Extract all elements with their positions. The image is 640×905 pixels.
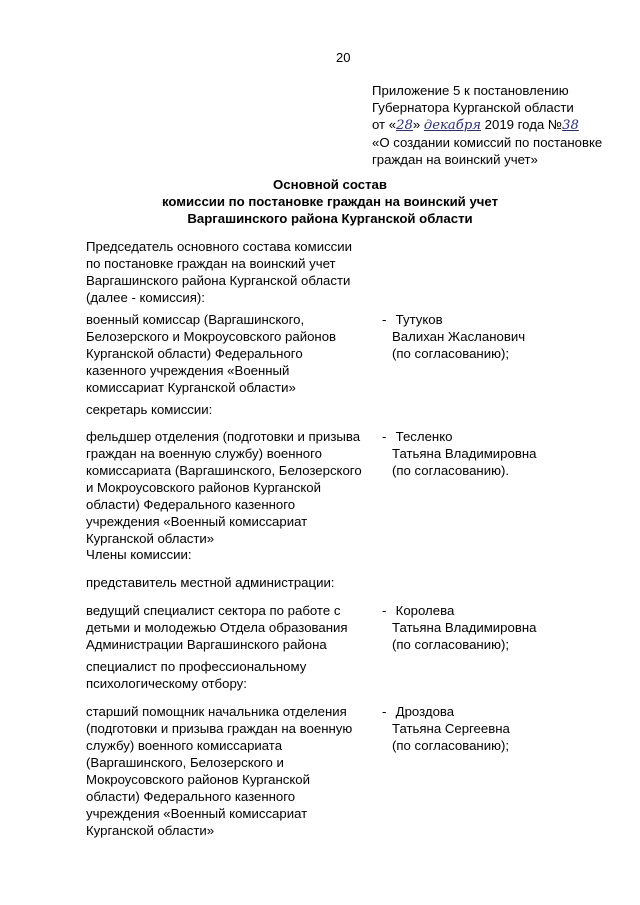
position-line: комиссариата (Варгашинского, Белозерского: [86, 463, 362, 478]
position-line: фельдшер отделения (подготовки и призыва: [86, 429, 361, 444]
dash-marker: -: [382, 429, 387, 444]
member-position: [86, 602, 376, 653]
position-line: Варгашинского района Курганской области: [86, 273, 351, 288]
position-line: секретарь комиссии:: [86, 402, 213, 417]
date-mid: »: [412, 117, 424, 132]
dash-marker: -: [382, 704, 387, 719]
surname-text: Дроздова: [392, 704, 455, 719]
position-line: по постановке граждан на воинский учет: [86, 256, 336, 271]
member-position: [86, 546, 376, 563]
position-line: учреждения «Военный комиссариат: [86, 514, 308, 529]
position-line: службу) военного комиссариата: [86, 738, 283, 753]
position-line: Курганской области) Федерального: [86, 346, 303, 361]
member-row: [86, 546, 586, 563]
member-note: (по согласованию).: [392, 463, 510, 478]
member-given-names: Валихан Жасланович: [392, 329, 526, 344]
date-year: 2019 года №: [481, 117, 563, 132]
position-line: Члены комиссии:: [86, 547, 192, 562]
member-surname: [382, 428, 582, 445]
position-line: (далее - комиссия):: [86, 290, 205, 305]
member-position: [86, 311, 376, 396]
dash-marker: -: [382, 312, 387, 327]
member-position: [86, 401, 376, 418]
position-line: Курганской области»: [86, 531, 215, 546]
document-number-handwritten: 38: [562, 118, 579, 133]
appendix-header: [372, 82, 602, 168]
member-row: [86, 311, 586, 396]
position-line: граждан на военную службу) военного: [86, 446, 322, 461]
member-note: (по согласованию);: [392, 637, 510, 652]
position-line: Белозерского и Мокроусовского районов: [86, 329, 337, 344]
position-line: представитель местной администрации:: [86, 575, 335, 590]
member-row: [86, 658, 586, 692]
position-line: (Варгашинского, Белозерского и: [86, 755, 284, 770]
position-line: учреждения «Военный комиссариат: [86, 806, 308, 821]
date-day-handwritten: 28: [396, 118, 413, 133]
position-line: области) Федерального казенного: [86, 497, 296, 512]
member-row: [86, 574, 586, 591]
member-name: [382, 602, 582, 653]
surname-text: Тутуков: [392, 312, 443, 327]
surname-text: Королева: [392, 603, 455, 618]
member-position: [86, 574, 376, 591]
title-line-3: Варгашинского района Курганской области: [187, 211, 473, 226]
member-note: (по согласованию);: [392, 346, 510, 361]
member-position: [86, 238, 376, 306]
appendix-line-2: Губернатора Курганской области: [372, 100, 574, 115]
member-given-names: Татьяна Владимировна: [392, 620, 537, 635]
dash-marker: -: [382, 603, 387, 618]
position-line: Администрации Варгашинского района: [86, 637, 327, 652]
position-line: (подготовки и призыва граждан на военную: [86, 721, 353, 736]
page-number: 20: [336, 50, 351, 65]
position-line: психологическому отбору:: [86, 676, 247, 691]
date-month-handwritten: декабря: [423, 118, 481, 133]
member-note: (по согласованию);: [392, 738, 510, 753]
member-row: [86, 703, 586, 839]
position-line: Курганской области»: [86, 823, 215, 838]
surname-text: Тесленко: [392, 429, 453, 444]
position-line: старший помощник начальника отделения: [86, 704, 347, 719]
position-line: Председатель основного состава комиссии: [86, 239, 352, 254]
member-given-names: Татьяна Сергеевна: [392, 721, 510, 736]
position-line: комиссариат Курганской области»: [86, 380, 296, 395]
position-line: ведущий специалист сектора по работе с: [86, 603, 341, 618]
appendix-line-5: граждан на воинский учет»: [372, 152, 538, 167]
member-name: [382, 703, 582, 754]
member-row: [86, 401, 586, 418]
member-name: [382, 311, 582, 362]
appendix-line-1: Приложение 5 к постановлению: [372, 83, 569, 98]
member-surname: [382, 703, 582, 720]
member-position: [86, 428, 376, 547]
appendix-line-4: «О создании комиссий по постановке: [372, 135, 603, 150]
position-line: Мокроусовского районов Курганской: [86, 772, 310, 787]
member-row: [86, 238, 586, 306]
date-prefix: от «: [372, 117, 397, 132]
position-line: детьми и молодежью Отдела образования: [86, 620, 348, 635]
position-line: и Мокроусовского районов Курганской: [86, 480, 321, 495]
title-line-2: комиссии по постановке граждан на воинский учет: [161, 194, 499, 209]
member-given-names: Татьяна Владимировна: [392, 446, 537, 461]
member-position: [86, 703, 376, 839]
member-position: [86, 658, 376, 692]
member-name: [382, 428, 582, 479]
position-line: казенного учреждения «Военный: [86, 363, 290, 378]
member-surname: [382, 311, 582, 328]
position-line: специалист по профессиональному: [86, 659, 307, 674]
member-row: [86, 602, 586, 653]
appendix-line-3: [372, 116, 602, 134]
position-line: области) Федерального казенного: [86, 789, 296, 804]
member-surname: [382, 602, 582, 619]
document-title: [150, 176, 510, 227]
member-row: [86, 428, 586, 547]
position-line: военный комиссар (Варгашинского,: [86, 312, 305, 327]
title-line-1: Основной состав: [273, 177, 387, 192]
